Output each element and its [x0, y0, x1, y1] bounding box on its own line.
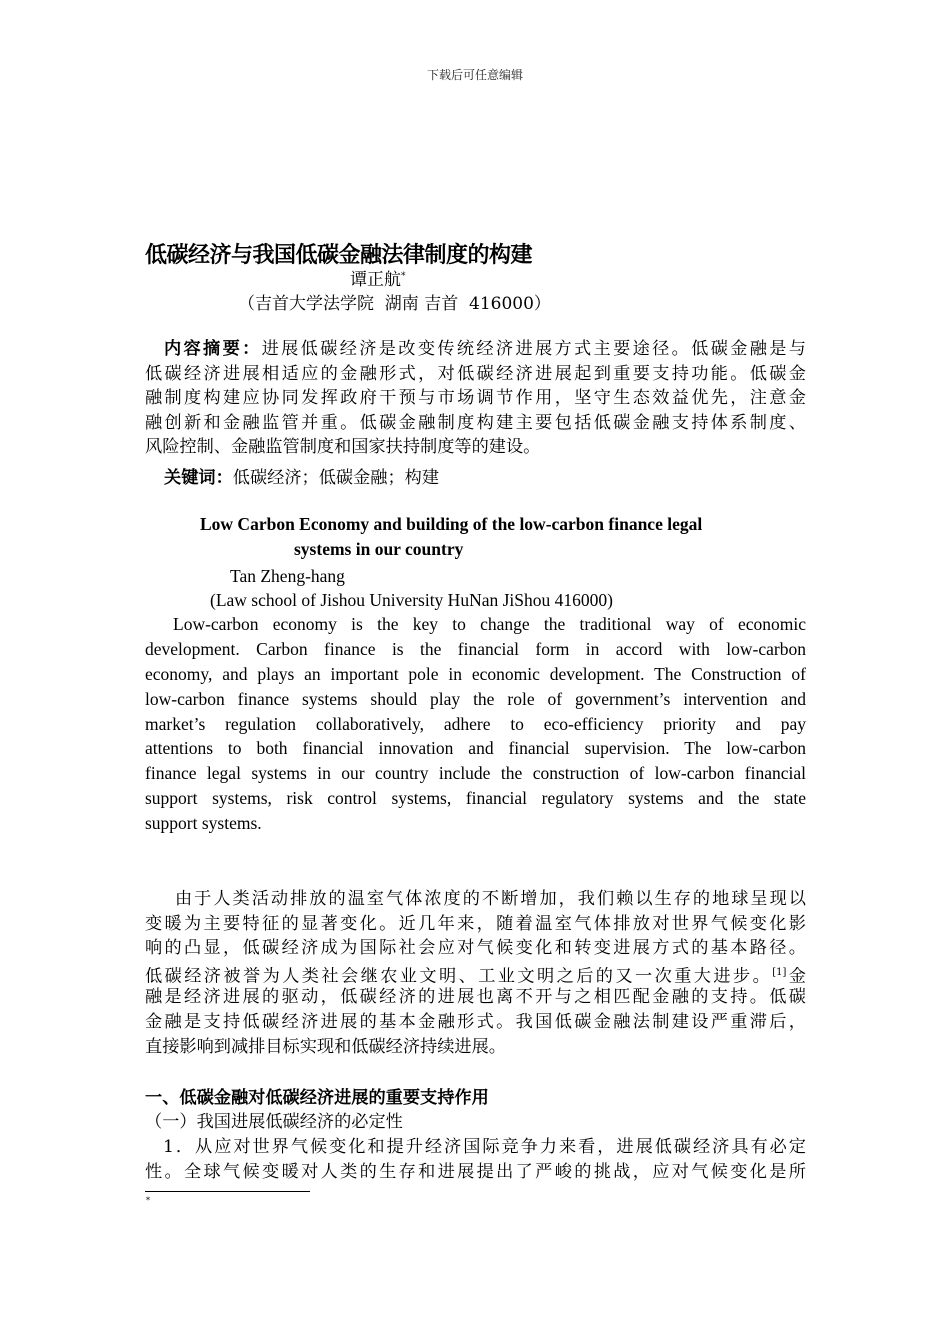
- page-title: 低碳经济与我国低碳金融法律制度的构建: [145, 243, 533, 268]
- citation-ref[interactable]: [1]: [772, 966, 787, 978]
- section-heading: 一、低碳金融对低碳经济进展的重要支持作用: [145, 1088, 489, 1108]
- intro-line: 变暖为主要特征的显著变化。近几年来，随着温室气体排放对世界气候变化影: [145, 913, 806, 934]
- abstract-line: 风险控制、金融监管制度和国家扶持制度等的建设。: [145, 437, 541, 458]
- intro-line: 融是经济进展的驱动，低碳经济的进展也离不开与之相匹配金融的支持。低碳: [145, 987, 806, 1008]
- english-title-line: systems in our country: [294, 539, 464, 559]
- intro-text: 金: [786, 966, 806, 987]
- abstract-line: [145, 337, 806, 362]
- intro-line: 由于人类活动排放的温室气体浓度的不断增加，我们赖以生存的地球呈现以: [175, 889, 806, 909]
- english-abstract-line: market’s regulation collaboratively, adhere to eco-efficiency priority and pay: [145, 713, 806, 734]
- paragraph-line: 性。全球气候变暖对人类的生存和进展提出了严峻的挑战，应对气候变化是所: [145, 1161, 806, 1182]
- intro-line: 直接影响到减排目标实现和低碳经济持续进展。: [145, 1036, 506, 1057]
- page-header-note: 下载后可任意编辑: [426, 68, 523, 82]
- english-title: [200, 512, 702, 562]
- abstract: [145, 337, 806, 491]
- abstract-text: 进展低碳经济是改变传统经济进展方式主要途径。低碳金融是与: [261, 339, 806, 359]
- author-name: 谭正航: [350, 270, 401, 290]
- footnote-separator: [145, 1191, 310, 1192]
- english-affiliation: (Law school of Jishou University HuNan JiShou 416000): [210, 590, 613, 610]
- intro-line: 金融是支持低碳经济进展的基本金融形式。我国低碳金融法制建设严重滞后，: [145, 1011, 806, 1032]
- affiliation: （吉首大学法学院 湖南 吉首 416000）: [238, 294, 551, 314]
- abstract-line: 融创新和金融监管并重。低碳金融制度构建主要包括低碳金融支持体系制度、: [145, 412, 806, 433]
- keywords: [145, 466, 806, 491]
- english-abstract-line: finance legal systems in our country include the construction of low-carbon financial: [145, 763, 806, 784]
- intro-text: 低碳经济被誉为人类社会继农业文明、工业文明之后的又一次重大进步。: [145, 966, 773, 987]
- paragraph-line: 1．从应对世界气候变化和提升经济国际竞争力来看，进展低碳经济具有必定: [163, 1137, 806, 1157]
- english-abstract-line: Low-carbon economy is the key to change the traditional way of economic: [173, 614, 806, 634]
- abstract-label: 内容摘要：: [164, 339, 262, 359]
- intro-paragraph: [145, 887, 806, 1059]
- footnote-mark: *: [146, 1196, 150, 1205]
- english-author: Tan Zheng-hang: [230, 566, 345, 586]
- keywords-text: 低碳经济；低碳金融；构建: [232, 467, 440, 488]
- intro-line: [145, 961, 806, 986]
- abstract-line: 融制度构建应协同发挥政府干预与市场调节作用，坚守生态效益优先，注意金: [145, 388, 806, 409]
- intro-line: 响的凸显，低碳经济成为国际社会应对气候变化和转变进展方式的基本路径。: [145, 938, 806, 959]
- english-abstract-line: economy, and plays an important pole in economic development. The Construction of: [145, 663, 806, 684]
- author: [350, 265, 406, 290]
- english-abstract-line: attentions to both financial innovation and financial supervision. The low-carbon: [145, 738, 806, 759]
- english-title-line: Low Carbon Economy and building of the low-carbon finance legal: [200, 514, 703, 534]
- keywords-label: 关键词：: [164, 467, 233, 488]
- subsection-heading: （一）我国进展低碳经济的必定性: [145, 1112, 403, 1132]
- english-abstract-line: development. Carbon finance is the financial form in accord with low-carbon: [145, 638, 806, 659]
- english-abstract-line: low-carbon finance systems should play the role of government’s intervention and: [145, 688, 806, 709]
- english-abstract: [145, 612, 806, 836]
- english-abstract-line: support systems, risk control systems, financial regulatory systems and the state: [145, 788, 806, 809]
- paragraph-1: [145, 1135, 806, 1184]
- footnote-marker: *: [401, 271, 406, 282]
- abstract-line: 低碳经济进展相适应的金融形式，对低碳经济进展起到重要支持功能。低碳金: [145, 363, 806, 384]
- english-abstract-line: support systems.: [145, 813, 262, 834]
